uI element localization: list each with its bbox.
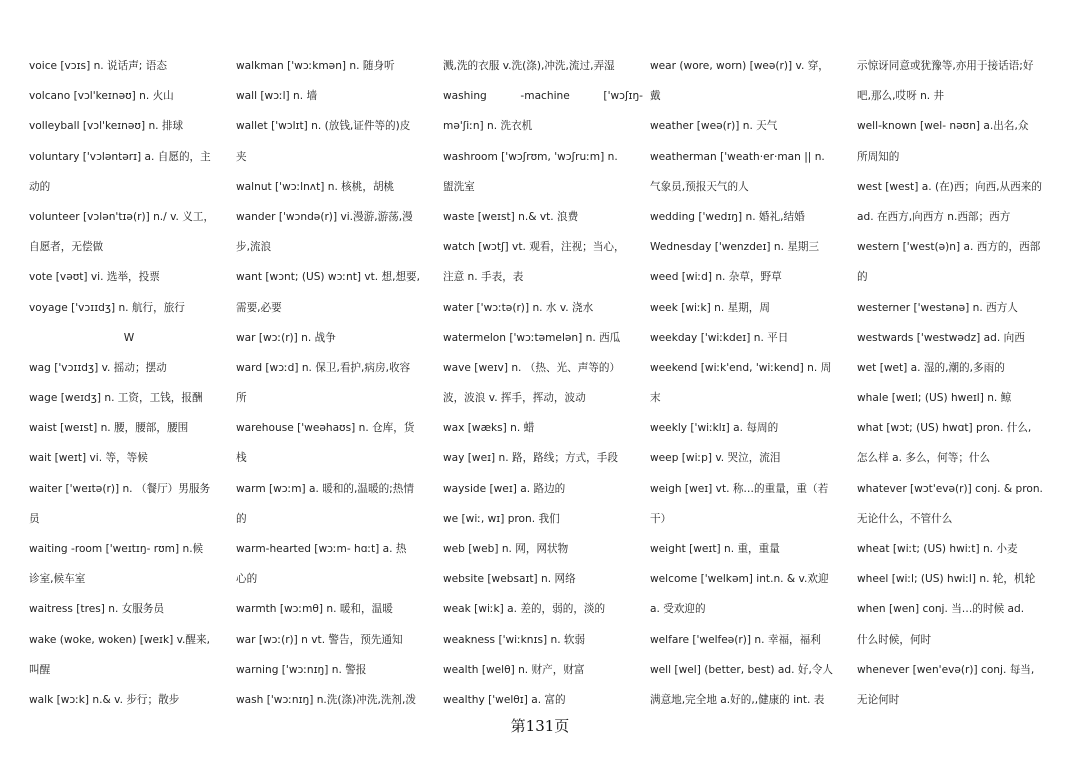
entry-line: voluntary ['vɔləntərɪ] a. 自愿的，主 — [29, 150, 211, 163]
entry-line: voyage ['vɔɪɪdʒ] n. 航行，旅行 — [29, 301, 185, 314]
entry-line: 叫醒 — [29, 663, 51, 676]
entry-line: wealthy ['welθɪ] a. 富的 — [443, 693, 566, 706]
entry-line: wage [weɪdʒ] n. 工资，工钱，报酬 — [29, 392, 203, 405]
entry-line: watermelon ['wɔːtəmelən] n. 西瓜 — [443, 331, 621, 344]
entry-line: welfare ['welfeə(r)] n. 幸福，福利 — [650, 633, 821, 646]
entry-line: 诊室,候车室 — [29, 573, 86, 586]
entry-line: wheel [wiːl; (US) hwiːl] n. 轮，机轮 — [857, 573, 1036, 586]
entry-line: 无论何时 — [857, 693, 900, 706]
entry-line: want [wɔnt; (US) wɔːnt] vt. 想,想要, — [236, 271, 421, 284]
entry-line: well-known [wel- nəʊn] a.出名,众 — [857, 120, 1029, 133]
page-number: 第131页 — [510, 717, 570, 735]
entry-line: 末 — [650, 392, 661, 405]
entry-line: warning ['wɔːnɪŋ] n. 警报 — [236, 663, 367, 676]
entry-line: weekend [wiːk'end, 'wiːkend] n. 周 — [650, 361, 832, 374]
entry-line: 气象员,预报天气的人 — [650, 180, 749, 193]
entry-line: 注意 n. 手表，表 — [443, 271, 524, 284]
entry-line: water ['wɔːtə(r)] n. 水 v. 浇水 — [443, 301, 594, 314]
entry-line: 示惊讶同意或犹豫等,亦用于接话语;好 — [857, 60, 1034, 72]
entry-line: walnut ['wɔːlnʌt] n. 核桃，胡桃 — [236, 180, 395, 193]
entry-line: wayside [weɪ] a. 路边的 — [443, 482, 566, 495]
entry-line: 栈 — [236, 452, 247, 465]
entry-line: 什么时候，何时 — [857, 633, 932, 646]
entry-line: weather [weə(r)] n. 天气 — [650, 120, 778, 133]
entry-line: waiting -room ['weɪtɪŋ- rʊm] n.候 — [29, 543, 204, 555]
entry-line: volunteer [vɔlən'tɪə(r)] n./ v. 义工， — [29, 210, 215, 223]
entry-line: wallet ['wɔlɪt] n. (放钱,证件等的)皮 — [236, 120, 411, 133]
entry-line: waitress [tres] n. 女服务员 — [29, 603, 165, 616]
entry-line: waiter ['weɪtə(r)] n. （餐厅）男服务 — [29, 482, 211, 495]
entry-line: 动的 — [29, 180, 51, 193]
entry-line: 的 — [236, 512, 247, 525]
entry-line: volcano [vɔl'keɪnəʊ] n. 火山 — [29, 90, 174, 103]
entry-line: whenever [wen'evə(r)] conj. 每当, — [857, 663, 1035, 676]
entry-line: we [wiː, wɪ] pron. 我们 — [443, 512, 560, 525]
entry-line: web [web] n. 网，网状物 — [443, 543, 569, 555]
entry-line: 需要,必要 — [236, 301, 282, 314]
entry-line: warehouse ['weəhaʊs] n. 仓库，货 — [236, 422, 415, 435]
entry-line: wax [wæks] n. 蜡 — [443, 422, 535, 435]
entry-line: 无论什么，不管什么 — [857, 512, 953, 525]
entry-line: waste [weɪst] n.& vt. 浪费 — [443, 210, 579, 223]
entry-line: washing -machine ['wɔʃɪŋ- — [443, 90, 643, 103]
entry-line: weight [weɪt] n. 重，重量 — [650, 543, 780, 555]
entry-line: wealth [welθ] n. 财产，财富 — [443, 663, 585, 676]
entry-line: 的 — [857, 271, 868, 284]
entry-line: 所周知的 — [857, 150, 900, 163]
column-3 — [443, 51, 643, 715]
entry-line: 怎么样 a. 多么，何等；什么 — [857, 452, 991, 465]
entry-line: weed [wiːd] n. 杂草，野草 — [650, 271, 782, 284]
entry-line: weakness ['wiːknɪs] n. 软弱 — [443, 633, 586, 646]
entry-line: wear (wore, worn) [weə(r)] v. 穿， — [650, 60, 829, 72]
entry-line: weatherman ['weath·er·man || n. — [650, 150, 825, 163]
column-1 — [29, 51, 229, 715]
entry-line: wet [wet] a. 湿的,潮的,多雨的 — [857, 361, 1005, 374]
entry-line: ad. 在西方,向西方 n.西部；西方 — [857, 210, 1011, 223]
entry-line: W — [123, 331, 135, 344]
entry-line: 满意地,完全地 a.好的,,健康的 int. 表 — [650, 693, 825, 706]
entry-line: 员 — [29, 512, 40, 525]
entry-line: weigh [weɪ] vt. 称…的重量，重（若 — [650, 482, 829, 495]
entry-line: 干） — [650, 512, 672, 525]
entry-line: watch [wɔtʃ] vt. 观看，注视；当心， — [443, 241, 625, 254]
entry-line: volleyball [vɔl'keɪnəʊ] n. 排球 — [29, 120, 184, 133]
entry-line: war [wɔː(r)] n vt. 警告，预先通知 — [236, 633, 403, 646]
entry-line: 自愿者，无偿做 — [29, 241, 104, 254]
entry-line: way [weɪ] n. 路，路线；方式，手段 — [443, 452, 618, 465]
entry-line: whatever [wɔt'evə(r)] conj. & pron. — [857, 482, 1043, 495]
entry-line: when [wen] conj. 当…的时候 ad. — [857, 603, 1025, 616]
entry-line: website [websaɪt] n. 网络 — [443, 573, 576, 586]
column-2 — [236, 51, 436, 715]
entry-line: war [wɔː(r)] n. 战争 — [236, 331, 336, 344]
entry-line: vote [vəʊt] vi. 选举，投票 — [29, 271, 160, 284]
column-5 — [857, 51, 1057, 715]
entry-line: well [wel] (better, best) ad. 好,令人 — [650, 663, 834, 676]
entry-line: 戴 — [650, 90, 661, 103]
entry-line: weekly ['wiːklɪ] a. 每周的 — [650, 422, 779, 435]
entry-line: wait [weɪt] vi. 等，等候 — [29, 452, 148, 465]
entry-line: waist [weɪst] n. 腰，腰部，腰围 — [29, 422, 189, 435]
entry-line: week [wiːk] n. 星期，周 — [650, 301, 770, 314]
entry-line: Wednesday ['wenzdeɪ] n. 星期三 — [650, 241, 820, 254]
entry-line: mə'ʃiːn] n. 洗衣机 — [443, 120, 533, 133]
entry-line: warm-hearted [wɔːm- hɑːt] a. 热 — [236, 543, 407, 555]
entry-line: 夹 — [236, 150, 247, 163]
entry-line: wag ['vɔɪɪdʒ] v. 摇动；摆动 — [29, 361, 167, 374]
entry-line: warm [wɔːm] a. 暖和的,温暖的;热情 — [236, 482, 414, 495]
entry-line: wake (woke, woken) [weɪk] v.醒来, — [29, 633, 210, 646]
entry-line: welcome ['welkəm] int.n. & v.欢迎 — [650, 573, 829, 586]
entry-line: westerner ['westənə] n. 西方人 — [857, 301, 1018, 314]
entry-line: washroom ['wɔʃrʊm, 'wɔʃruːm] n. — [443, 150, 618, 163]
entry-line: wedding ['wedɪŋ] n. 婚礼,结婚 — [650, 210, 805, 223]
entry-line: 所 — [236, 392, 247, 405]
entry-line: what [wɔt; (US) hwɑt] pron. 什么, — [857, 422, 1032, 435]
entry-line: weak [wiːk] a. 差的，弱的，淡的 — [443, 603, 606, 616]
entry-line: walk [wɔːk] n.& v. 步行；散步 — [29, 693, 180, 706]
entry-line: wall [wɔːl] n. 墙 — [236, 90, 318, 103]
entry-line: western ['west(ə)n] a. 西方的，西部 — [857, 241, 1041, 254]
entry-line: 溅,洗的衣服 v.洗(涤),冲洗,流过,弄湿 — [443, 60, 615, 72]
entry-line: 波，波浪 v. 挥手，挥动，波动 — [443, 392, 586, 405]
entry-line: a. 受欢迎的 — [650, 603, 706, 616]
entry-line: westwards ['westwədz] ad. 向西 — [857, 331, 1025, 344]
entry-line: 步,流浪 — [236, 241, 272, 254]
entry-line: 吧,那么,哎呀 n. 井 — [857, 90, 945, 103]
entry-line: warmth [wɔːmθ] n. 暖和，温暖 — [236, 603, 393, 616]
entry-line: voice [vɔɪs] n. 说话声; 语态 — [29, 60, 167, 72]
entry-line: wave [weɪv] n. （热、光、声等的） — [443, 361, 621, 374]
entry-line: 心的 — [236, 573, 258, 586]
entry-line: wash ['wɔːnɪŋ] n.洗(涤)冲洗,洗剂,泼 — [236, 693, 416, 706]
entry-line: walkman ['wɔːkmən] n. 随身听 — [236, 60, 395, 72]
entry-line: whale [weɪl; (US) hweɪl] n. 鲸 — [857, 392, 1012, 405]
entry-line: west [west] a. (在)西；向西,从西来的 — [857, 180, 1042, 193]
entry-line: ward [wɔːd] n. 保卫,看护,病房,收容 — [236, 361, 411, 374]
entry-line: wander ['wɔndə(r)] vi.漫游,游荡,漫 — [236, 210, 413, 223]
entry-line: 盥洗室 — [443, 180, 475, 193]
column-4 — [650, 51, 850, 715]
entry-line: weekday ['wiːkdeɪ] n. 平日 — [650, 331, 789, 344]
entry-line: wheat [wiːt; (US) hwiːt] n. 小麦 — [857, 543, 1018, 555]
entry-line: weep [wiːp] v. 哭泣，流泪 — [650, 452, 781, 465]
